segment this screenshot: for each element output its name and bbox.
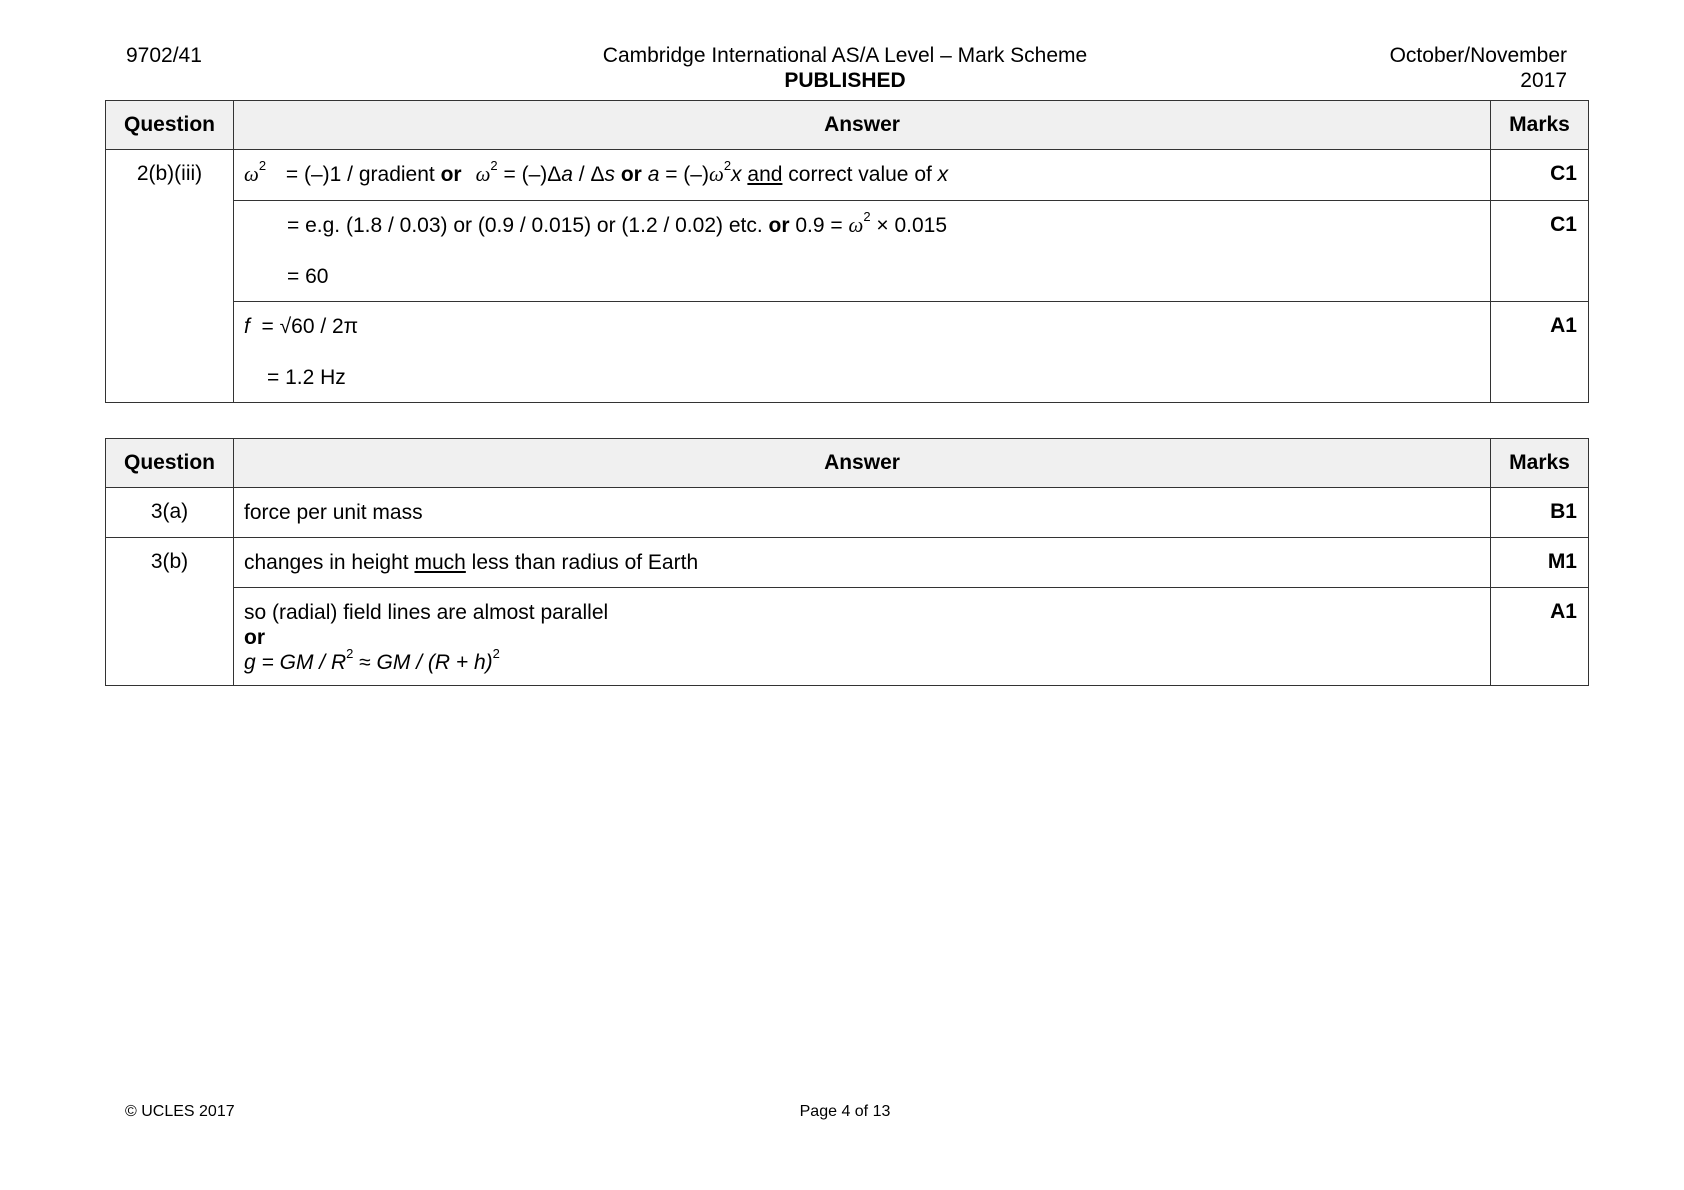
table-row [106, 150, 1589, 201]
published-label: PUBLISHED [784, 69, 906, 92]
answer-line: = 60 [287, 265, 329, 288]
column-header-answer: Answer [234, 101, 1491, 150]
mark-value: A1 [1491, 588, 1589, 686]
mark-scheme-table-q3 [105, 438, 1589, 686]
answer-cell [234, 150, 1491, 201]
copyright-notice: © UCLES 2017 [125, 1103, 235, 1120]
document-code: 9702/41 [126, 44, 202, 67]
table-row [106, 488, 1589, 538]
answer-cell [234, 538, 1491, 588]
page-number: Page 4 of 13 [799, 1103, 891, 1120]
answer-line: $\omega^2 = (-)1$ / gradient or $\omega^2 = (-)\Delta a / \Delta s$ or $a = (-)\omega^2x$ and correct value of x [244, 158, 949, 186]
answer-line: = 1.2 Hz [267, 366, 346, 389]
exam-session [1390, 43, 1567, 93]
table-header-row [106, 439, 1589, 488]
answer-cell [234, 488, 1491, 538]
answer-line: force per unit mass [244, 501, 423, 524]
table-row [106, 538, 1589, 588]
answer-cell [234, 588, 1491, 686]
answer-cell [234, 201, 1491, 302]
answer-line: changes in height much less than radius of Earth [244, 551, 699, 574]
answer-line: g = GM / $R^2$ ≈ GM / $(R + h)^2$ [244, 646, 500, 674]
column-header-question: Question [106, 439, 234, 488]
answer-cell [234, 302, 1491, 403]
column-header-question: Question [106, 101, 234, 150]
answer-line: or [244, 626, 265, 649]
mark-value: M1 [1491, 538, 1589, 588]
question-number: 3(a) [106, 488, 234, 538]
answer-line: so (radial) field lines are almost parallel [244, 601, 609, 624]
mark-value: A1 [1491, 302, 1589, 403]
column-header-marks: Marks [1491, 439, 1589, 488]
document-title: Cambridge International AS/A Level – Mark Scheme [602, 44, 1088, 67]
mark-value: C1 [1491, 201, 1589, 302]
table-row [106, 302, 1589, 403]
table-header-row [106, 101, 1589, 150]
column-header-marks: Marks [1491, 101, 1589, 150]
mark-scheme-table-q2 [105, 100, 1589, 403]
mark-value: C1 [1491, 150, 1589, 201]
table-row [106, 588, 1589, 686]
table-row [106, 201, 1589, 302]
answer-line: f = √60 / 2π [244, 315, 359, 338]
column-header-answer: Answer [234, 439, 1491, 488]
mark-value: B1 [1491, 488, 1589, 538]
question-number: 2(b)(iii) [106, 150, 234, 403]
session-year: 2017 [1520, 69, 1567, 92]
answer-line: = e.g. (1.8 / 0.03) or (0.9 / 0.015) or (1.2 / 0.02) etc. or $0.9 = \omega^2 \times 0.015$ [287, 209, 948, 237]
session-months: October/November [1389, 44, 1567, 67]
question-number: 3(b) [106, 538, 234, 686]
